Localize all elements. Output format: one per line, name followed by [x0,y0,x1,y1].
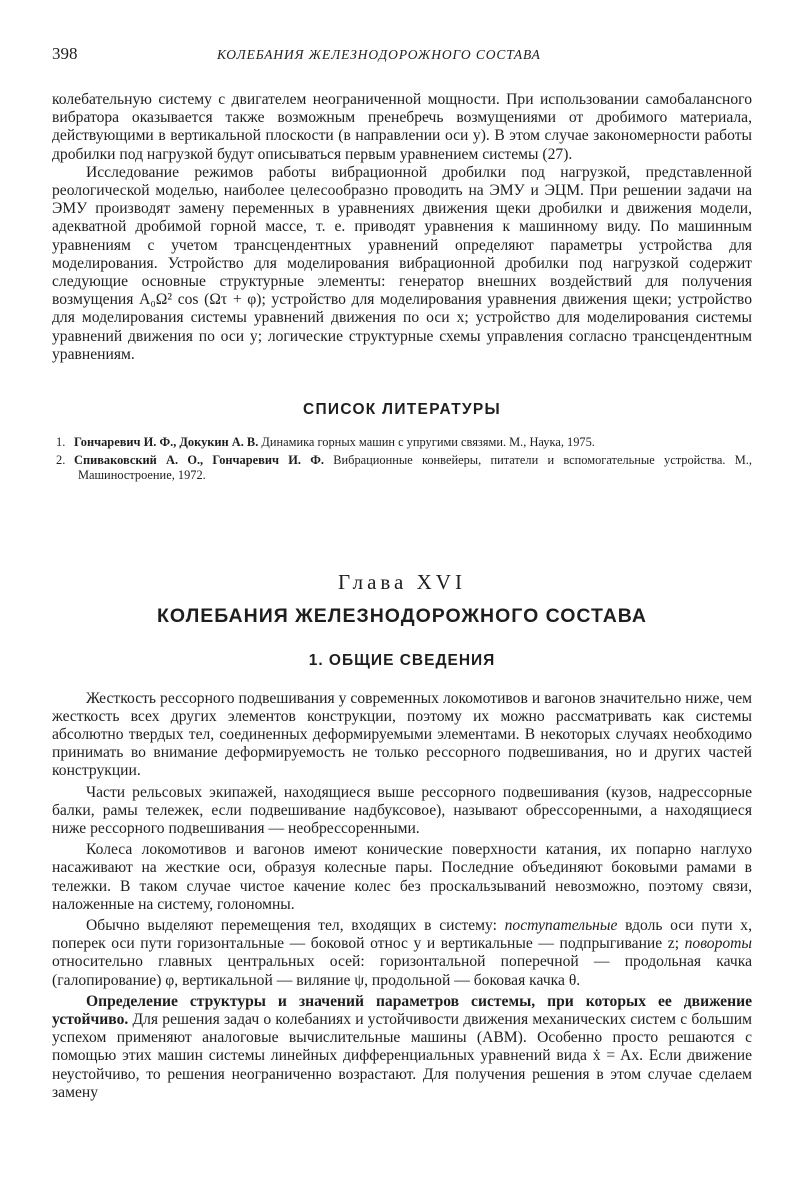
paragraph-sprung-parts: Части рельсовых экипажей, находящиеся выше рессорного подвешивания (кузов, надрессорные балки, рамы тележек, если подвешивание надбуксовое), называют обрессоренными, а находящиеся ниже рессорного подвешивания — необрессоренными. [52,783,752,837]
references-title: СПИСОК ЛИТЕРАТУРЫ [302,401,502,419]
chapter-label: Глава XVI [338,569,466,594]
chapter-title: КОЛЕБАНИЯ ЖЕЛЕЗНОДОРОЖНОГО СОСТАВА [157,604,647,627]
running-head [52,40,752,70]
book-page [52,40,752,1190]
page-number: 398 [52,44,78,63]
references-list [52,435,752,484]
paragraph-continued: колебательную систему с двигателем неограниченной мощности. При использовании самобалансного вибратора оказывается также возможным пренебречь возмущениями от дробимого материала, действующими в вертикальной плоскости (в направлении оси y). В этом случае закономерности работы дробилки под нагрузкой будут описываться первым уравнением системы (27). [52,91,752,163]
reference-item: 1. Гончаревич И. Ф., Докукин А. В. Динамика горных машин с упругими связями. М., Наука, 1975. [56,435,595,450]
paragraph-stiffness: Жесткость рессорного подвешивания у современных локомотивов и вагонов значительно ниже, чем жесткость всех других элементов конструкции, поэтому их можно рассматривать как системы абсолютно твердых тел, соединенных деформируемыми элементами. В некоторых случаях необходимо принимать во внимание деформируемость не только рессорного подвешивания, но и других частей конструкции. [52,689,752,780]
section-title: 1. ОБЩИЕ СВЕДЕНИЯ [308,651,496,669]
paragraph-wheelsets: Колеса локомотивов и вагонов имеют конические поверхности катания, их попарно наглухо насаживают на жесткие оси, образуя колесные пары. Последние объединяют боковыми рамами в тележки. В таком случае чистое качение колес без проскальзываний невозможно, поэтому связи, наложенные на систему, голономны. [52,841,752,913]
body-text-top [52,91,752,364]
running-title: КОЛЕБАНИЯ ЖЕЛЕЗНОДОРОЖНОГО СОСТАВА [217,47,541,62]
paragraph-displacements: Обычно выделяют перемещения тел, входящих в систему: поступательные вдоль оси пути x, поперек оси пути горизонтальные — боковой относ y и вертикальные — подпрыгивание z; повороты относительно главных центральных осей: горизонтальной поперечной — продольная качка (галопирование) φ, вертикальной — виляние ψ, продольной — боковая качка θ. [52,916,752,989]
paragraph-research: Исследование режимов работы вибрационной дробилки под нагрузкой, представленной реологической моделью, наиболее целесообразно проводить на ЭМУ и ЭЦМ. При решении задачи на ЭМУ производят замену переменных в уравнениях движения щеки дробилки и движения модели, адекватной дробимой горной массе, т. е. приводят уравнения к машинному виду. По машинным уравнениям с учетом трансцендентных уравнений определяют параметры устройства для моделирования. Устройство для моделирования вибрационной дробилки под нагрузкой содержит следующие основные структурные элементы: генератор внешних воздействий для получения возмущения A₀Ω² cos (Ωτ + φ); устройство для моделирования уравнения движения щеки; устройство для моделирования системы уравнений движения по оси x; устройство для моделирования системы уравнений движения по оси y; логические структурные схемы управления согласно трансцендентным уравнениям. [52,163,752,363]
paragraph-stability: Определение структуры и значений параметров системы, при которых ее движение устойчиво. Для решения задач о колебаниях и устойчивости движения механических систем с большим успехом применяют аналоговые вычислительные машины (АВМ). Особенно просто решаются с помощью этих машин системы линейных дифференциальных уравнений вида ẋ = Ax. Если движение неустойчиво, то решения неограниченно возрастают. Для получения решения в этом случае сделаем замену [52,992,752,1101]
reference-item: 2. Спиваковский А. О., Гончаревич И. Ф. Вибрационные конвейеры, питатели и вспомогательные устройства. М., Машиностроение, 1972. [56,452,752,483]
body-text-bottom [52,690,752,1102]
